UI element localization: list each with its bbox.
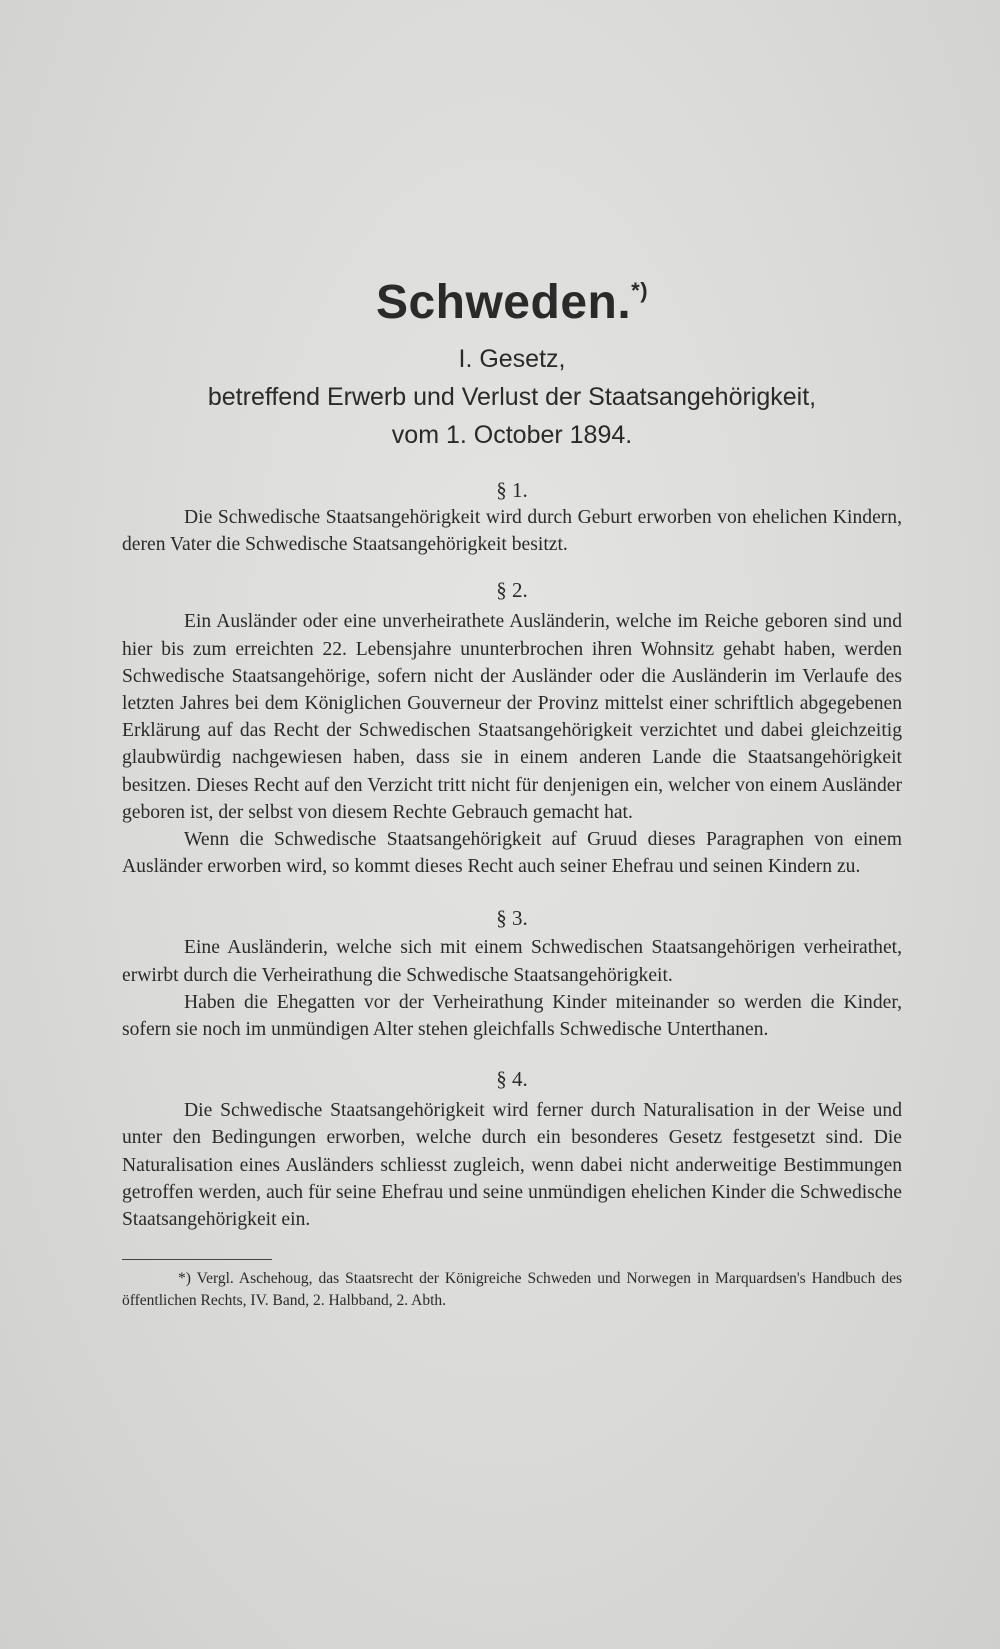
page-title (122, 262, 902, 332)
section-4-paragraph-1: Die Schwedische Staatsangehörigkeit wird ferner durch Naturalisation in der Weise und unter den Bedingungen erworben, welche durch ein besonderes Gesetz festgesetzt sind. Die Naturalisation eines Ausländers schliesst zugleich, wenn dabei nicht anderweitige Bestimmungen getroffen werden, auch für seine Ehefrau und seine unmündigen ehelichen Kinder die Schwedische Staatsangehörigkeit ein. (122, 1100, 902, 1231)
law-date: vom 1. October 1894. (391, 421, 633, 449)
section-mark-3: § 3. (496, 906, 528, 931)
footnote-divider (122, 1259, 272, 1260)
section-2-paragraph-2: Wenn die Schwedische Staatsangehörigkeit auf Gruud dieses Paragraphen von einem Ausländer erworben wird, so kommt dieses Recht auch seiner Ehefrau und seinen Kindern zu. (122, 829, 902, 878)
section-mark-1: § 1. (496, 478, 528, 502)
section-3-paragraph-1: Eine Ausländerin, welche sich mit einem Schwedischen Staatsangehörigen verheirathet, erwirbt durch die Verheirathung die Schwedische Staatsangehörigkeit. (122, 937, 902, 986)
section-2-paragraph-1: Ein Ausländer oder eine unverheirathete Ausländerin, welche im Reiche geboren sind und hier bis zum erreichten 22. Lebensjahre ununterbrochen ihren Wohnsitz gehabt haben, werden Schwedische Staatsangehörige, sofern nicht der Ausländer oder die Ausländerin im Verlaufe des letzten Jahres bei dem Königlichen Gouverneur der Provinz mittelst einer schriftlich abgegebenen Erklärung auf das Recht der Schwedischen Staatsangehörigkeit verzichtet und dabei gleichzeitig glaubwürdig nachgewiesen haben, dass sie in einem anderen Lande die Staatsangehörigkeit besitzen. Dieses Recht auf den Verzicht tritt nicht für denjenigen ein, welcher von einem Ausländer geboren ist, der selbst von diesem Rechte Gebrauch gemacht hat. (122, 611, 902, 823)
footnote-text: *) Vergl. Aschehoug, das Staatsrecht der Königreiche Schweden und Norwegen in Marquardsen's Handbuch des öffentlichen Rechts, IV. Band, 2. Halbband, 2. Abth. (122, 1270, 902, 1310)
section-1-paragraph-1: Die Schwedische Staatsangehörigkeit wird durch Geburt erworben von ehelichen Kindern, deren Vater die Schwedische Staatsangehörigkeit besitzt. (122, 507, 902, 556)
footnote-marker: *) (631, 278, 649, 303)
country-title: Schweden. (375, 276, 632, 329)
section-mark-4: § 4. (496, 1067, 528, 1092)
law-subject: betreffend Erwerb und Verlust der Staatsangehörigkeit, (207, 383, 817, 411)
document-page (122, 250, 902, 1312)
law-number: I. Gesetz, (458, 345, 566, 373)
section-3-paragraph-2: Haben die Ehegatten vor der Verheirathung Kinder miteinander so werden die Kinder, sofern sie noch im unmündigen Alter stehen gleichfalls Schwedische Unterthanen. (122, 991, 902, 1041)
section-mark-2: § 2. (496, 578, 528, 603)
